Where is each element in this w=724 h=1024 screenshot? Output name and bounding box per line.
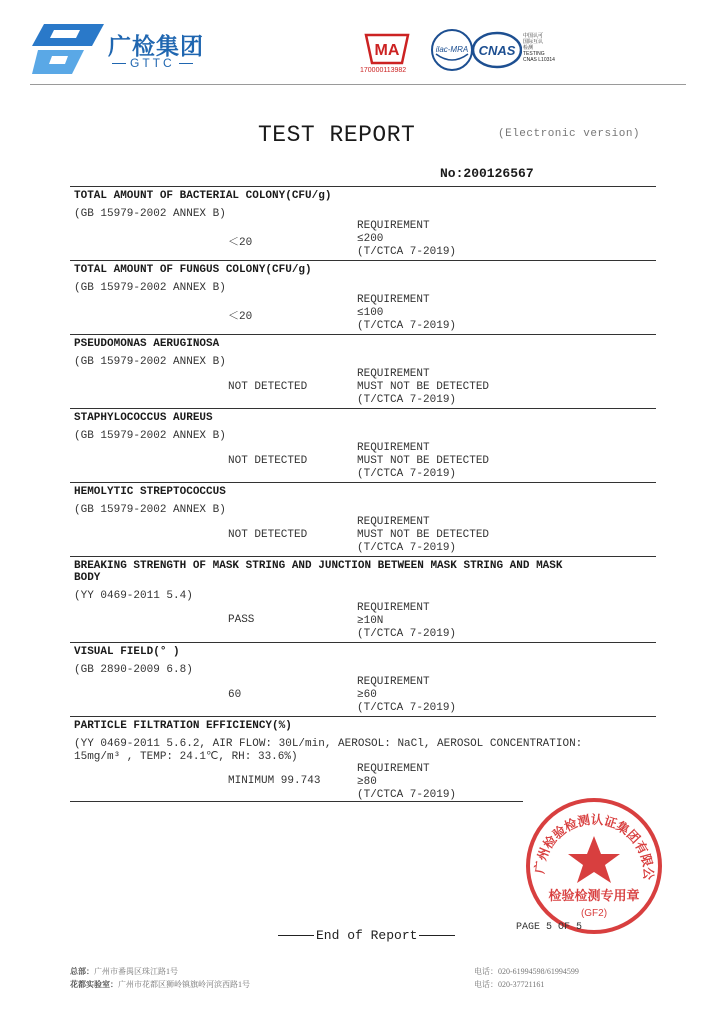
test-item	[70, 187, 656, 261]
ma-number: 170000113982	[360, 67, 407, 74]
test-item	[70, 335, 656, 409]
test-item-method: (GB 15979-2002 ANNEX B)	[74, 208, 226, 220]
test-item	[70, 409, 656, 483]
test-item-requirement	[357, 516, 489, 555]
hq-address: 总部：广州市番禺区珠江路1号	[70, 967, 178, 976]
ilac-globe-icon	[430, 28, 474, 72]
test-item-requirement	[357, 368, 489, 407]
test-item-method: (GB 15979-2002 ANNEX B)	[74, 504, 226, 516]
report-title: TEST REPORT	[258, 122, 416, 148]
official-seal	[522, 796, 666, 936]
requirement-label: REQUIREMENT	[357, 676, 430, 688]
test-item-title: HEMOLYTIC STREPTOCOCCUS	[74, 486, 226, 498]
company-name-cn: 广检集团	[108, 34, 204, 60]
requirement-standard: (T/CTCA 7-2019)	[357, 702, 457, 714]
cnas-mark	[472, 30, 522, 70]
test-item-result: PASS	[228, 614, 255, 626]
requirement-standard: (T/CTCA 7-2019)	[357, 542, 457, 554]
requirement-standard: (T/CTCA 7-2019)	[357, 789, 457, 801]
requirement-value: ≤100	[357, 307, 384, 319]
test-item-method: (YY 0469-2011 5.4)	[74, 590, 193, 602]
report-number: No:200126567	[440, 166, 534, 181]
test-item-method: (YY 0469-2011 5.6.2, AIR FLOW: 30L/min, AEROSOL: NaCl, AEROSOL CONCENTRATION: 15mg/m³ , TEMP: 24.1℃, RH: 33.6%)	[74, 738, 583, 763]
test-item-requirement	[357, 602, 456, 641]
requirement-label: REQUIREMENT	[357, 442, 430, 454]
test-item-result: ＜20	[228, 311, 253, 323]
gttc-logo-icon	[32, 24, 104, 74]
test-item-title: BREAKING STRENGTH OF MASK STRING AND JUNCTION BETWEEN MASK STRING AND MASK BODY	[74, 560, 563, 584]
lab-phone: 电话：020-37721161	[474, 980, 545, 989]
cnas-accreditation-text: 中国认可 国际互认 检测 TESTING CNAS L10314	[523, 33, 555, 63]
test-item-result: 60	[228, 689, 242, 701]
test-item	[70, 261, 656, 335]
test-item-method: (GB 15979-2002 ANNEX B)	[74, 430, 226, 442]
requirement-value: ≥10N	[357, 615, 384, 627]
test-item	[70, 483, 656, 557]
company-name-en: GTTC	[108, 56, 197, 70]
ilac-mark	[430, 28, 474, 72]
svg-text:MA: MA	[374, 42, 400, 59]
test-item-title: STAPHYLOCOCCUS AUREUS	[74, 412, 213, 424]
test-item-title: VISUAL FIELD(° )	[74, 646, 180, 658]
end-of-report: End of Report	[276, 928, 457, 943]
seal-stamp-icon	[522, 796, 666, 936]
svg-text:(GF2): (GF2)	[580, 908, 608, 919]
svg-text:广州检验检测认证集团有限公司: 广州检验检测认证集团有限公	[531, 811, 657, 880]
company-logo	[32, 24, 104, 74]
test-item-method: (GB 2890-2009 6.8)	[74, 664, 193, 676]
svg-text:ilac-MRA: ilac-MRA	[435, 45, 469, 54]
test-item-requirement	[357, 763, 456, 802]
test-item-requirement	[357, 676, 456, 715]
test-item	[70, 557, 656, 643]
requirement-value: ≤200	[357, 233, 384, 245]
ma-badge-icon	[362, 33, 412, 65]
ma-mark	[362, 33, 412, 65]
requirement-standard: (T/CTCA 7-2019)	[357, 246, 457, 258]
test-item-requirement	[357, 442, 489, 481]
requirement-value: ≥60	[357, 689, 377, 701]
test-item-result: NOT DETECTED	[228, 529, 308, 541]
test-item-method: (GB 15979-2002 ANNEX B)	[74, 282, 226, 294]
requirement-standard: (T/CTCA 7-2019)	[357, 320, 457, 332]
report-subtitle: (Electronic version)	[498, 128, 641, 140]
page-number: PAGE 5 OF 5	[516, 922, 583, 933]
requirement-value: MUST NOT BE DETECTED	[357, 529, 490, 541]
test-item-title: PARTICLE FILTRATION EFFICIENCY(%)	[74, 720, 292, 732]
test-item-result: MINIMUM 99.743	[228, 775, 321, 787]
requirement-label: REQUIREMENT	[357, 602, 430, 614]
requirement-standard: (T/CTCA 7-2019)	[357, 394, 457, 406]
test-item-requirement	[357, 220, 456, 259]
test-item-result: NOT DETECTED	[228, 381, 308, 393]
test-item-result: ＜20	[228, 237, 253, 249]
requirement-standard: (T/CTCA 7-2019)	[357, 628, 457, 640]
hq-phone: 电话：020-61994598/61994599	[474, 967, 579, 976]
requirement-label: REQUIREMENT	[357, 220, 430, 232]
lab-address: 花都实验室：广州市花都区狮岭镇旗岭河滨西路1号	[70, 980, 250, 989]
requirement-value: MUST NOT BE DETECTED	[357, 381, 490, 393]
svg-text:CNAS: CNAS	[478, 43, 516, 58]
requirement-label: REQUIREMENT	[357, 368, 430, 380]
test-item-requirement	[357, 294, 456, 333]
test-item	[70, 643, 656, 717]
requirement-label: REQUIREMENT	[357, 763, 430, 775]
test-item-result: NOT DETECTED	[228, 455, 308, 467]
test-item-title: TOTAL AMOUNT OF BACTERIAL COLONY(CFU/g)	[74, 190, 332, 202]
requirement-label: REQUIREMENT	[357, 294, 430, 306]
test-item-title: PSEUDOMONAS AERUGINOSA	[74, 338, 220, 350]
svg-text:检验检测专用章: 检验检测专用章	[548, 889, 640, 904]
requirement-standard: (T/CTCA 7-2019)	[357, 468, 457, 480]
test-item-method: (GB 15979-2002 ANNEX B)	[74, 356, 226, 368]
requirement-value: MUST NOT BE DETECTED	[357, 455, 490, 467]
cnas-badge-icon	[472, 30, 522, 70]
requirement-value: ≥80	[357, 776, 377, 788]
header-divider	[30, 84, 686, 85]
test-item-title: TOTAL AMOUNT OF FUNGUS COLONY(CFU/g)	[74, 264, 312, 276]
requirement-label: REQUIREMENT	[357, 516, 430, 528]
test-item	[70, 717, 583, 802]
